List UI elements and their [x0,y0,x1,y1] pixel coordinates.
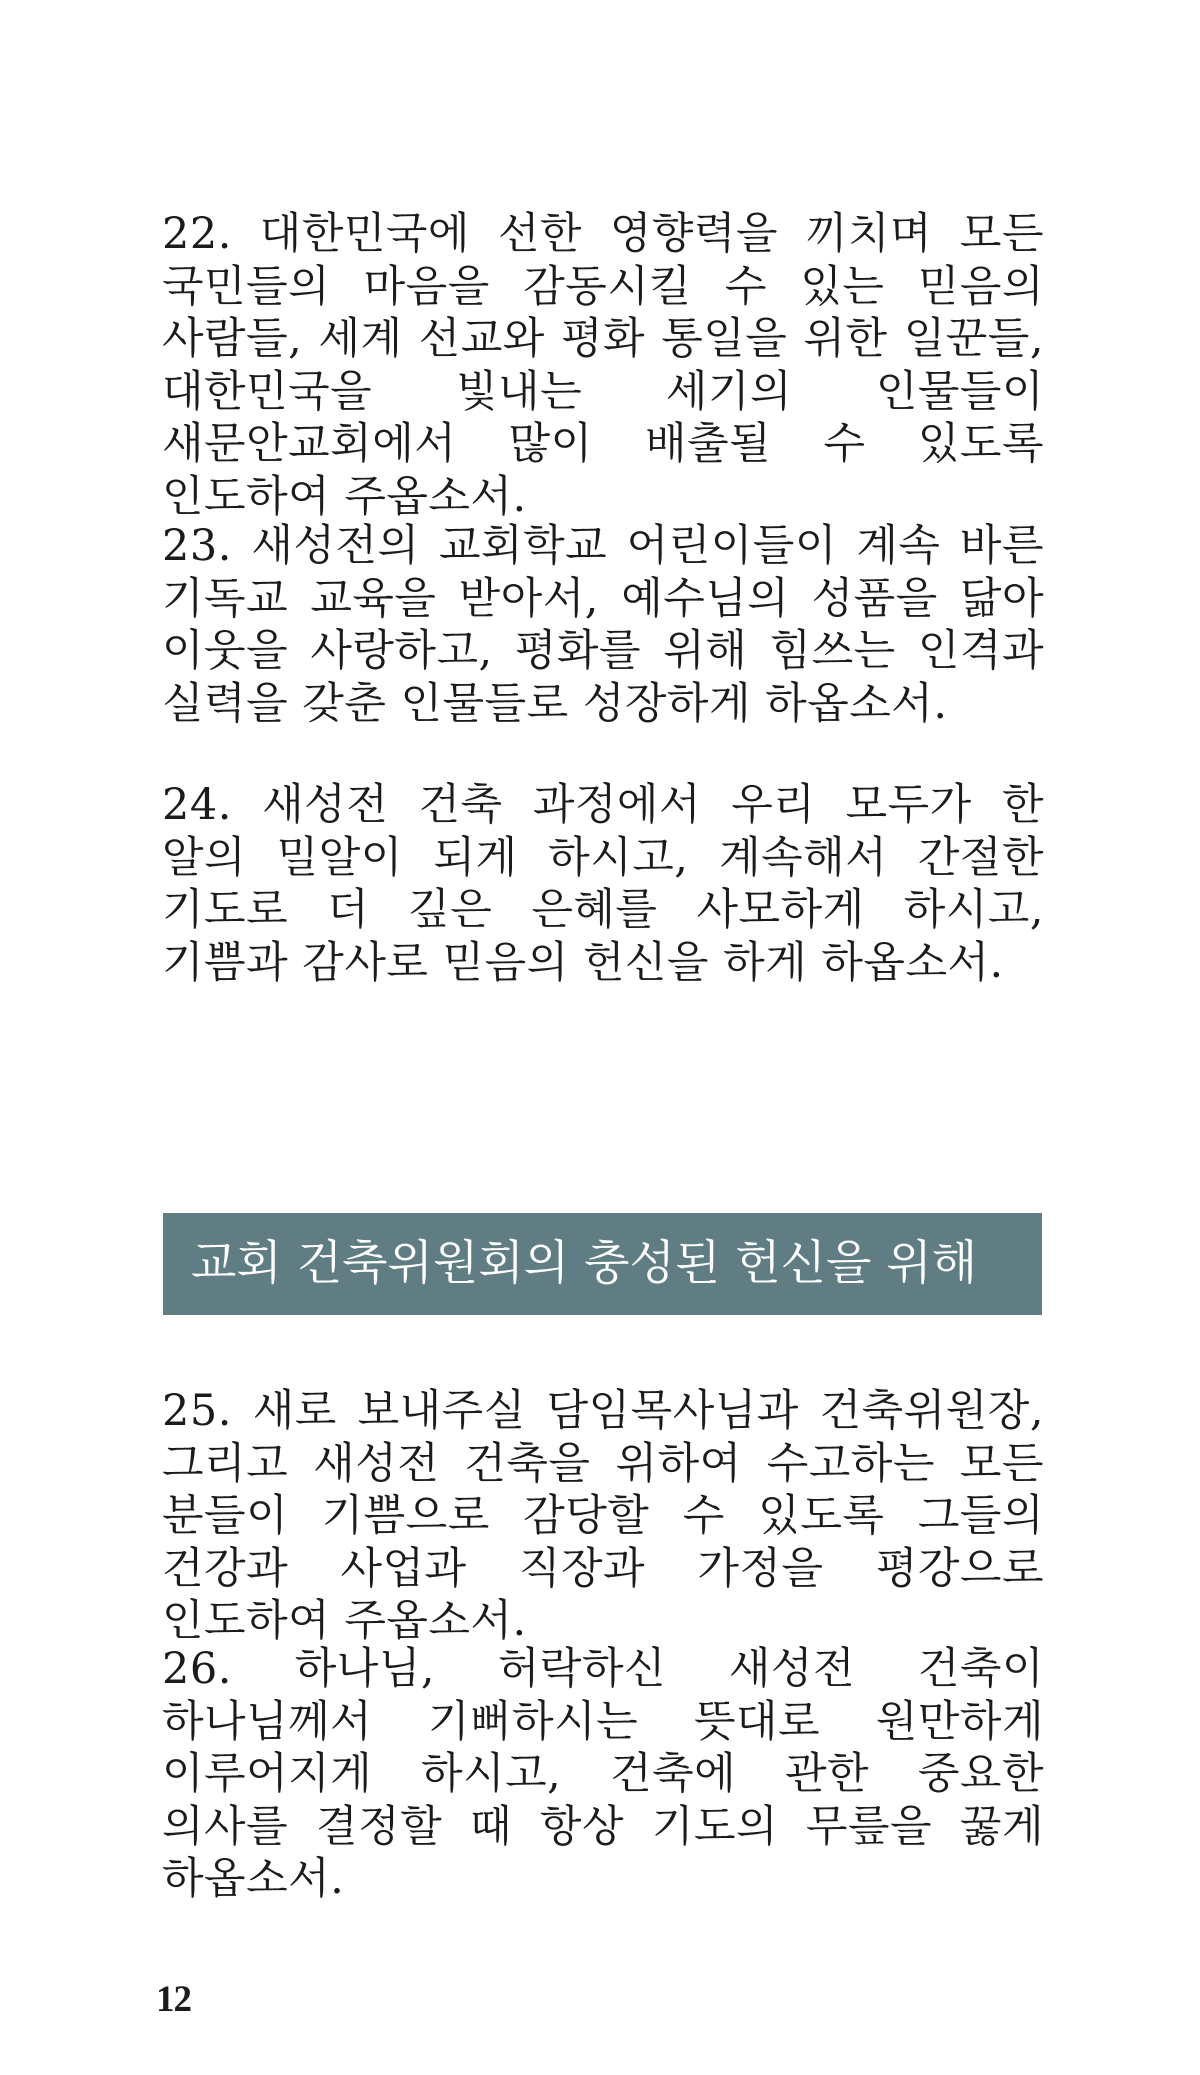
section-header [163,1213,1042,1315]
page-number: 12 [156,1979,191,2020]
prayer-item-23: 23. 새성전의 교회학교 어린이들이 계속 바른 기독교 교육을 받아서, 예수님의 성품을 닮아 이웃을 사랑하고, 평화를 위해 힘쓰는 인격과 실력을 갖춘 인물들로 성장하게 하옵소서. [162,521,1044,729]
prayer-item-24: 24. 새성전 건축 과정에서 우리 모두가 한 알의 밀알이 되게 하시고, 계속해서 간절한 기도로 더 깊은 은혜를 사모하게 하시고, 기쁨과 감사로 믿음의 헌신을 하게 하옵소서. [162,780,1044,988]
section-header-title: 교회 건축위원회의 충성된 헌신을 위해 [191,1236,978,1291]
prayer-item-22: 22. 대한민국에 선한 영향력을 끼치며 모든 국민들의 마음을 감동시킬 수 있는 믿음의 사람들, 세계 선교와 평화 통일을 위한 일꾼들, 대한민국을 빛내는 세기의 인물들이 새문안교회에서 많이 배출될 수 있도록 인도하여 주옵소서. [162,209,1044,522]
prayer-item-25: 25. 새로 보내주실 담임목사님과 건축위원장, 그리고 새성전 건축을 위하여 수고하는 모든 분들이 기쁨으로 감당할 수 있도록 그들의 건강과 사업과 직장과 가정을 평강으로 인도하여 주옵소서. [162,1386,1044,1646]
prayer-item-26: 26. 하나님, 허락하신 새성전 건축이 하나님께서 기뻐하시는 뜻대로 원만하게 이루어지게 하시고, 건축에 관한 중요한 의사를 결정할 때 항상 기도의 무릎을 꿇게 하옵소서. [162,1644,1044,1904]
